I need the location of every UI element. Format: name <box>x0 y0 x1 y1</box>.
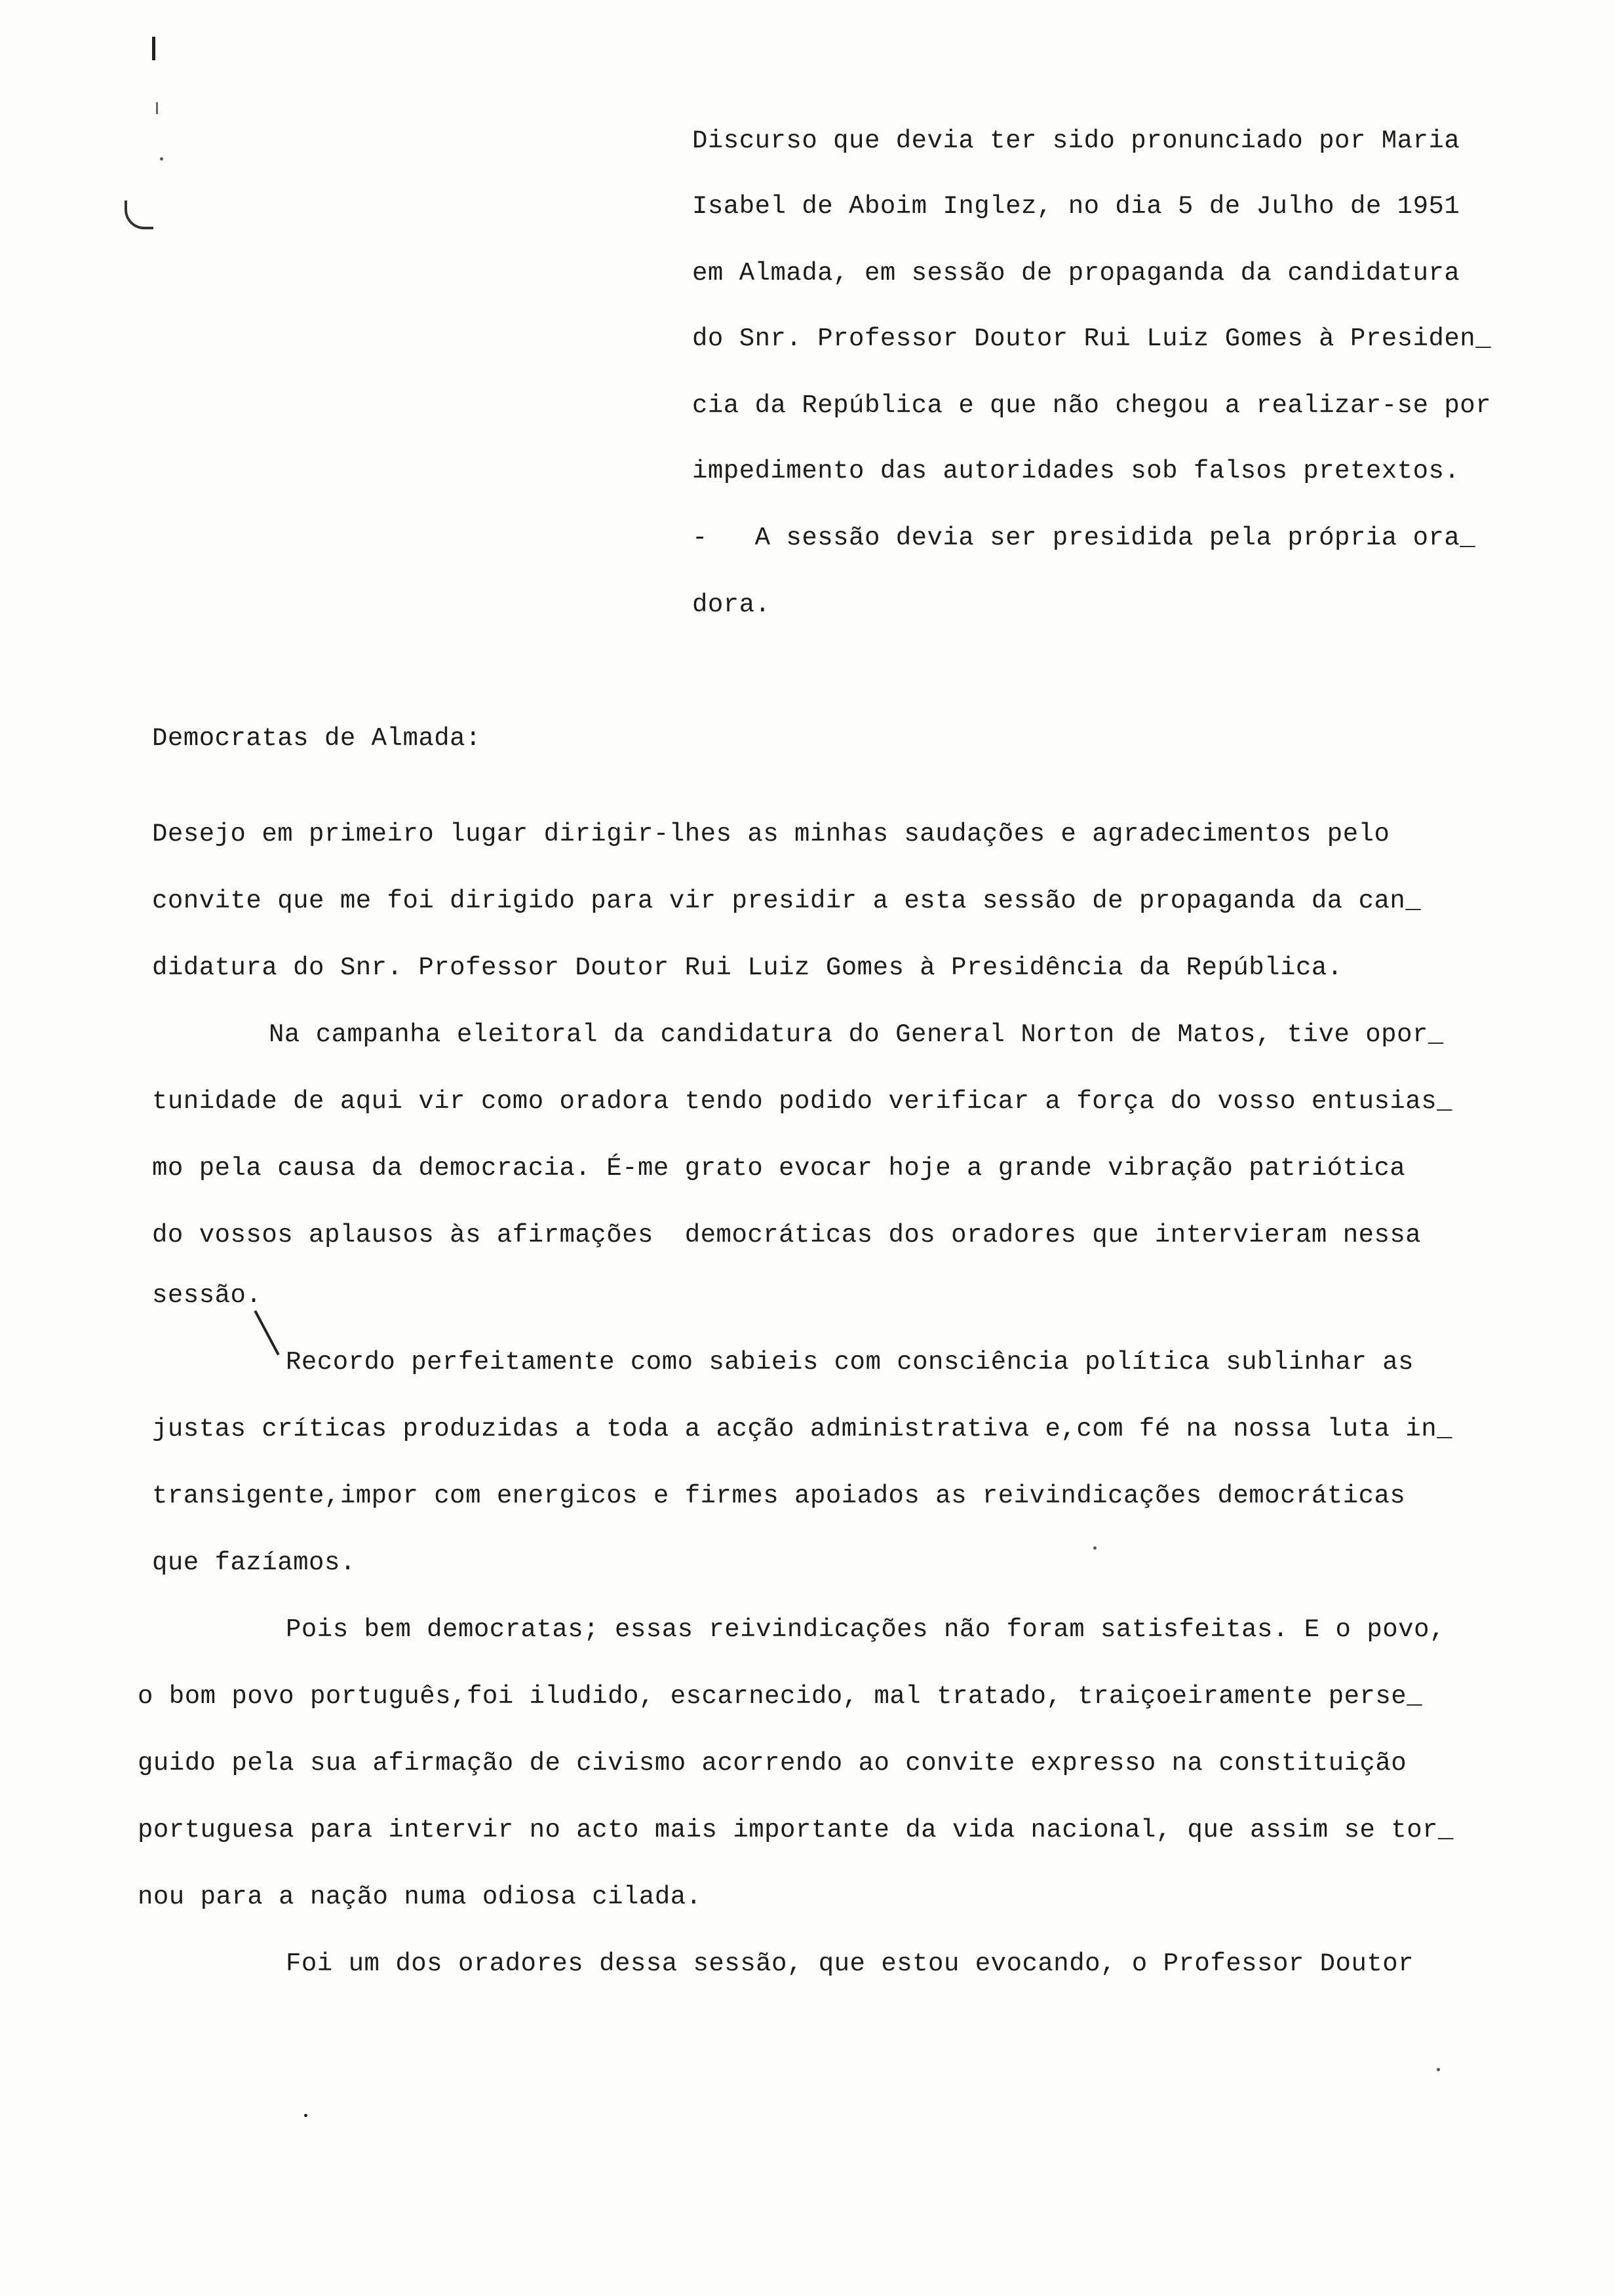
body-line-16: portuguesa para intervir no acto mais importante da vida nacional, que assim se tor_ <box>138 1816 1454 1845</box>
body-line-17: nou para a nação numa odiosa cilada. <box>138 1883 702 1911</box>
body-line-11: transigente,impor com energicos e firmes apoiados as reivindicações democráticas <box>152 1482 1406 1510</box>
header-line-7: - A sessão devia ser presidida pela própria ora_ <box>692 524 1476 552</box>
margin-mark-curve <box>125 201 153 229</box>
speck-1 <box>160 157 163 161</box>
header-line-2: Isabel de Aboim Inglez, no dia 5 de Julho de 1951 <box>692 192 1460 221</box>
body-line-18: Foi um dos oradores dessa sessão, que estou evocando, o Professor Doutor <box>286 1949 1414 1978</box>
margin-mark-small <box>156 102 158 114</box>
speck-3 <box>1437 2068 1440 2071</box>
body-line-15: guido pela sua afirmação de civismo acorrendo ao convite expresso na constituição <box>138 1749 1407 1778</box>
body-line-3: didatura do Snr. Professor Doutor Rui Luiz Gomes à Presidência da República. <box>152 953 1343 982</box>
header-line-5: cia da República e que não chegou a realizar-se por <box>692 391 1492 420</box>
body-line-7: do vossos aplausos às afirmações democráticas dos oradores que intervieram nessa <box>152 1221 1422 1250</box>
body-line-1: Desejo em primeiro lugar dirigir-lhes as minhas saudações e agradecimentos pelo <box>152 820 1390 849</box>
header-line-1: Discurso que devia ter sido pronunciado por Maria <box>692 126 1460 155</box>
body-line-5: tunidade de aqui vir como oradora tendo podido verificar a força do vosso entusias_ <box>152 1087 1453 1116</box>
margin-mark-top <box>152 37 155 60</box>
body-line-12: que fazíamos. <box>152 1548 356 1577</box>
body-line-14: o bom povo português,foi iludido, escarnecido, mal tratado, traiçoeiramente perse_ <box>138 1682 1423 1711</box>
body-line-6: mo pela causa da democracia. É-me grato evocar hoje a grande vibração patriótica <box>152 1154 1406 1183</box>
header-line-6: impedimento das autoridades sob falsos pretextos. <box>692 457 1460 486</box>
body-line-8: sessão. <box>152 1281 262 1310</box>
speck-2 <box>1093 1546 1097 1550</box>
header-line-4: do Snr. Professor Doutor Rui Luiz Gomes à Presiden_ <box>692 324 1492 353</box>
speck-4 <box>304 2114 307 2117</box>
correction-stroke <box>254 1311 279 1356</box>
body-line-2: convite que me foi dirigido para vir presidir a esta sessão de propaganda da can_ <box>152 887 1422 915</box>
header-line-8: dora. <box>692 590 771 619</box>
header-line-3: em Almada, em sessão de propaganda da candidatura <box>692 259 1460 288</box>
body-line-13: Pois bem democratas; essas reivindicações não foram satisfeitas. E o povo, <box>286 1615 1445 1644</box>
salutation: Democratas de Almada: <box>152 724 481 753</box>
body-line-9: Recordo perfeitamente como sabieis com consciência política sublinhar as <box>286 1348 1414 1377</box>
body-line-10: justas críticas produzidas a toda a acção administrativa e,com fé na nossa luta in_ <box>152 1415 1453 1444</box>
body-line-4: Na campanha eleitoral da candidatura do General Norton de Matos, tive opor_ <box>269 1020 1444 1049</box>
